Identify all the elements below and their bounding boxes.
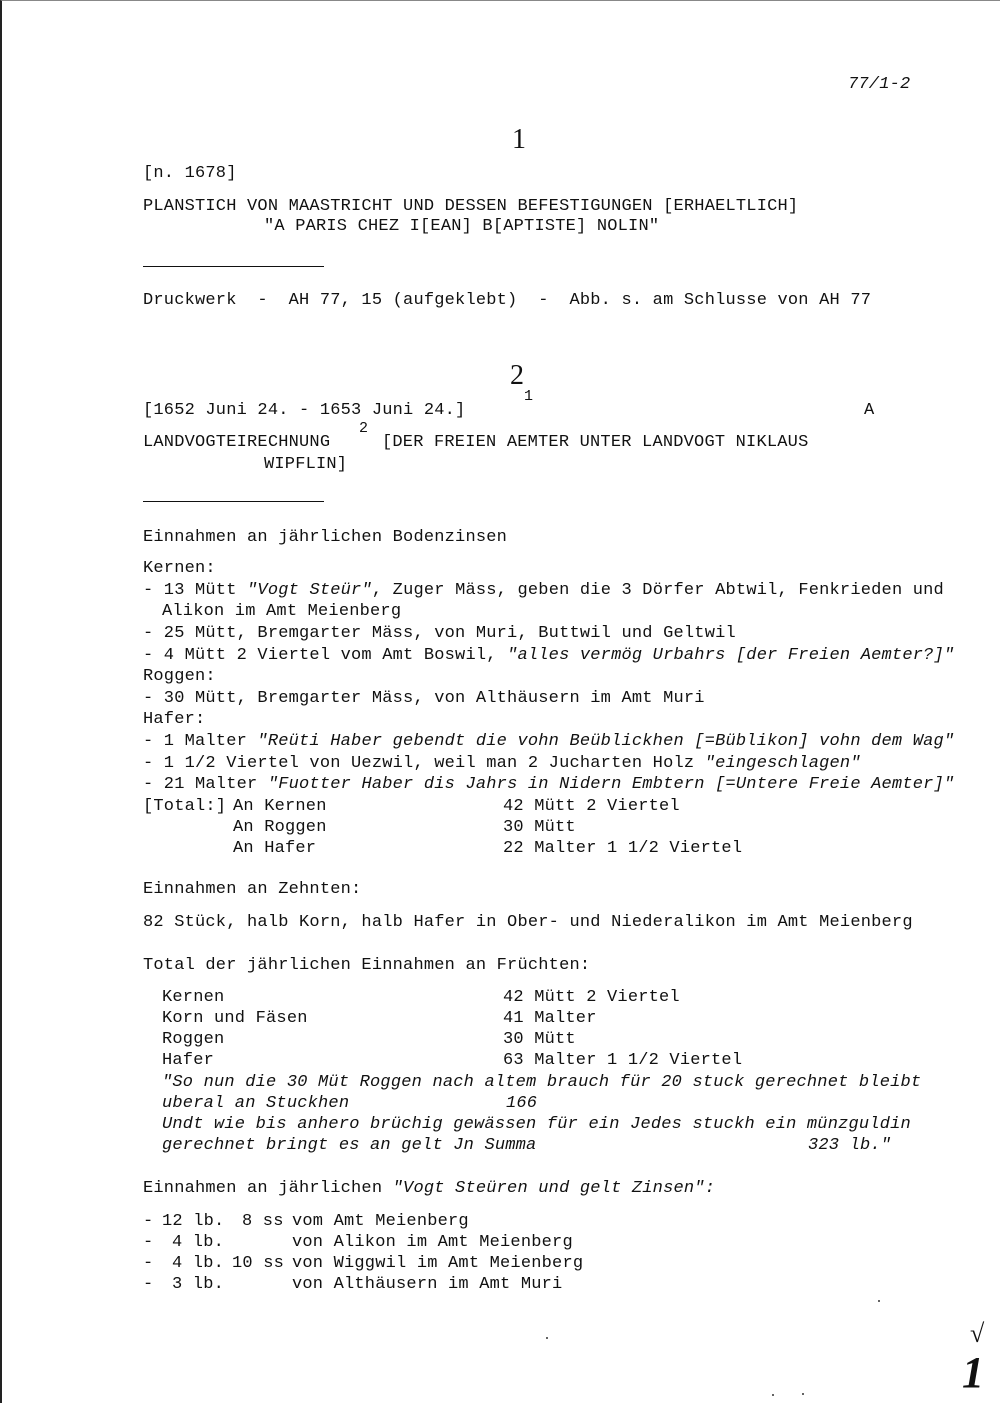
quote-line: Undt wie bis anhero brüchig gewässen für ein Jedes stuckh ein münzguldin: [162, 1115, 911, 1134]
line-part: - 4 Mütt 2 Viertel vom Amt Boswil,: [143, 646, 508, 665]
entry-title: LANDVOGTEIRECHNUNG: [143, 433, 331, 452]
total-name: An Hafer: [233, 839, 317, 858]
entry-letter: A: [864, 401, 875, 420]
handwritten-page-mark: 1: [962, 1348, 984, 1397]
scan-speck: [772, 1394, 774, 1396]
entry-line: [143, 775, 954, 795]
pound-amount: 4 lb.: [172, 1233, 225, 1252]
line-part: - 13 Mütt: [143, 581, 248, 600]
scan-speck: [878, 1300, 880, 1302]
entry-line: [143, 754, 861, 774]
scan-speck: [802, 1393, 804, 1395]
entry-line: - 30 Mütt, Bremgarter Mäss, von Althäusern im Amt Muri: [143, 689, 705, 708]
entry-line-continued: Alikon im Amt Meienberg: [162, 602, 402, 621]
check-mark: √: [970, 1319, 985, 1348]
quote-value: 166: [506, 1094, 538, 1113]
section-heading: [143, 1179, 715, 1199]
quote-value: 323 lb.": [808, 1136, 892, 1155]
fruit-name: Kernen: [162, 988, 225, 1007]
entry-line: 82 Stück, halb Korn, halb Hafer in Ober- und Niederalikon im Amt Meienberg: [143, 913, 913, 932]
entry-title-continued: [DER FREIEN AEMTER UNTER LANDVOGT NIKLAUS: [382, 433, 809, 452]
quote-line: uberal an Stuckhen: [162, 1094, 350, 1113]
scan-speck: [546, 1337, 548, 1339]
category-label: Roggen:: [143, 667, 216, 686]
entry-title-continued: WIPFLIN]: [264, 455, 348, 474]
quote-line: "So nun die 30 Müt Roggen nach altem brauch für 20 stuck gerechnet bleibt: [162, 1073, 922, 1092]
source-line: Druckwerk - AH 77, 15 (aufgeklebt) - Abb. s. am Schlusse von AH 77: [143, 291, 872, 310]
quoted-text: "Vogt Steür": [247, 581, 372, 600]
total-name: An Roggen: [233, 818, 327, 837]
fruit-amount: 30 Mütt: [503, 1030, 576, 1049]
shilling-amount: 10 ss: [232, 1254, 285, 1273]
entry-number: 2: [510, 360, 525, 391]
pound-amount: 12 lb.: [162, 1212, 225, 1231]
entry-line: [143, 732, 954, 752]
quoted-text: "Reüti Haber gebendt die vohn Beüblickhen [=Büblikon] vohn dem Wag": [257, 732, 955, 751]
payer-text: von Wiggwil im Amt Meienberg: [292, 1254, 584, 1273]
line-part: - 1 1/2 Viertel von Uezwil, weil man 2 Jucharten Holz: [143, 754, 705, 773]
entry-line: - 25 Mütt, Bremgarter Mäss, von Muri, Buttwil und Geltwil: [143, 624, 736, 643]
separator-rule: [143, 266, 324, 267]
quote-line: gerechnet bringt es an gelt Jn Summa: [162, 1136, 537, 1155]
entry-date: [n. 1678]: [143, 164, 237, 183]
entry-number: 1: [512, 124, 527, 155]
fruit-name: Hafer: [162, 1051, 215, 1070]
quoted-text: "alles vermög Urbahrs [der Freien Aemter?]": [507, 646, 955, 665]
list-dash: -: [143, 1254, 154, 1273]
entry-date: [1652 Juni 24. - 1653 Juni 24.]: [143, 401, 466, 420]
total-name: An Kernen: [233, 797, 327, 816]
total-label: [Total:]: [143, 797, 227, 816]
section-heading: Einnahmen an Zehnten:: [143, 880, 362, 899]
footnote-marker: 2: [359, 420, 369, 437]
fruit-name: Korn und Fäsen: [162, 1009, 308, 1028]
payer-text: vom Amt Meienberg: [292, 1212, 469, 1231]
page-reference: 77/1-2: [848, 75, 911, 94]
category-label: Kernen:: [143, 559, 216, 578]
entry-title: PLANSTICH VON MAASTRICHT UND DESSEN BEFESTIGUNGEN [ERHAELTLICH]: [143, 197, 799, 216]
list-dash: -: [143, 1212, 154, 1231]
separator-rule: [143, 501, 324, 502]
fruit-amount: 41 Malter: [503, 1009, 597, 1028]
section-heading: Einnahmen an jährlichen Bodenzinsen: [143, 528, 508, 547]
pound-amount: 4 lb.: [172, 1254, 225, 1273]
fruit-amount: 63 Malter 1 1/2 Viertel: [503, 1051, 743, 1070]
quoted-text: "Vogt Steüren und gelt Zinsen":: [392, 1179, 716, 1198]
line-part: - 1 Malter: [143, 732, 258, 751]
payer-text: von Althäusern im Amt Muri: [292, 1275, 563, 1294]
total-amount: 42 Mütt 2 Viertel: [503, 797, 680, 816]
footnote-marker: 1: [524, 388, 534, 405]
pound-amount: 3 lb.: [172, 1275, 225, 1294]
payer-text: von Alikon im Amt Meienberg: [292, 1233, 573, 1252]
entry-title-continued: "A PARIS CHEZ I[EAN] B[APTISTE] NOLIN": [264, 217, 660, 236]
shilling-amount: 8 ss: [242, 1212, 284, 1231]
fruit-amount: 42 Mütt 2 Viertel: [503, 988, 680, 1007]
fruit-name: Roggen: [162, 1030, 225, 1049]
category-label: Hafer:: [143, 710, 206, 729]
section-heading: Total der jährlichen Einnahmen an Früchten:: [143, 956, 591, 975]
list-dash: -: [143, 1275, 154, 1294]
quoted-text: "Fuotter Haber dis Jahrs in Nidern Embtern [=Untere Freie Aemter]": [267, 775, 955, 794]
line-part: - 21 Malter: [143, 775, 268, 794]
total-amount: 30 Mütt: [503, 818, 576, 837]
line-part: , Zuger Mäss, geben die 3 Dörfer Abtwil, Fenkrieden und: [371, 581, 944, 600]
heading-part: Einnahmen an jährlichen: [143, 1179, 393, 1198]
total-amount: 22 Malter 1 1/2 Viertel: [503, 839, 743, 858]
list-dash: -: [143, 1233, 154, 1252]
entry-line: [143, 646, 954, 666]
entry-line: [143, 581, 944, 601]
quoted-text: "eingeschlagen": [704, 754, 861, 773]
